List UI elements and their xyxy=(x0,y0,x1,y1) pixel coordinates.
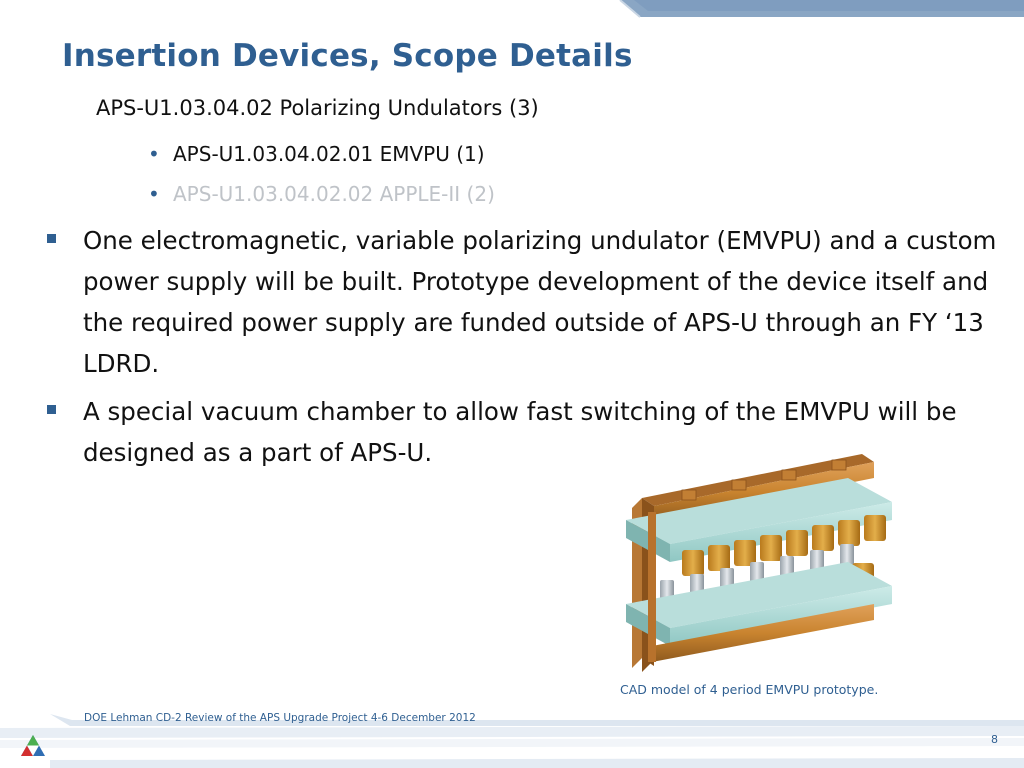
bullet-text: A special vacuum chamber to allow fast switching of the EMVPU will be designed as a part of APS-U. xyxy=(83,397,957,467)
top-accent-band xyxy=(0,0,1024,22)
bullet-dot-icon: • xyxy=(148,142,160,166)
undulator-cad-image xyxy=(612,450,902,675)
sub-item-label: APS-U1.03.04.02.02 APPLE-II (2) xyxy=(173,182,495,206)
sub-item-label: APS-U1.03.04.02.01 EMVPU (1) xyxy=(173,142,485,166)
argonne-triangle-logo-icon xyxy=(20,734,46,758)
bullet-dot-icon: • xyxy=(148,182,160,206)
bullet-text: One electromagnetic, variable polarizing undulator (EMVPU) and a custom power supply will be built. Prototype development of the device itself and the required power supply are funded outside of APS-U through an FY ‘13 LDRD. xyxy=(83,226,997,378)
figure-caption: CAD model of 4 period EMVPU prototype. xyxy=(620,682,879,697)
bullet-item xyxy=(44,220,1004,384)
footer-text: DOE Lehman CD-2 Review of the APS Upgrade Project 4-6 December 2012 xyxy=(84,712,476,724)
subheading: APS-U1.03.04.02 Polarizing Undulators (3) xyxy=(96,96,539,120)
square-bullet-icon xyxy=(47,405,56,414)
square-bullet-icon xyxy=(47,234,56,243)
page-number: 8 xyxy=(991,733,998,746)
slide-title: Insertion Devices, Scope Details xyxy=(62,38,633,74)
